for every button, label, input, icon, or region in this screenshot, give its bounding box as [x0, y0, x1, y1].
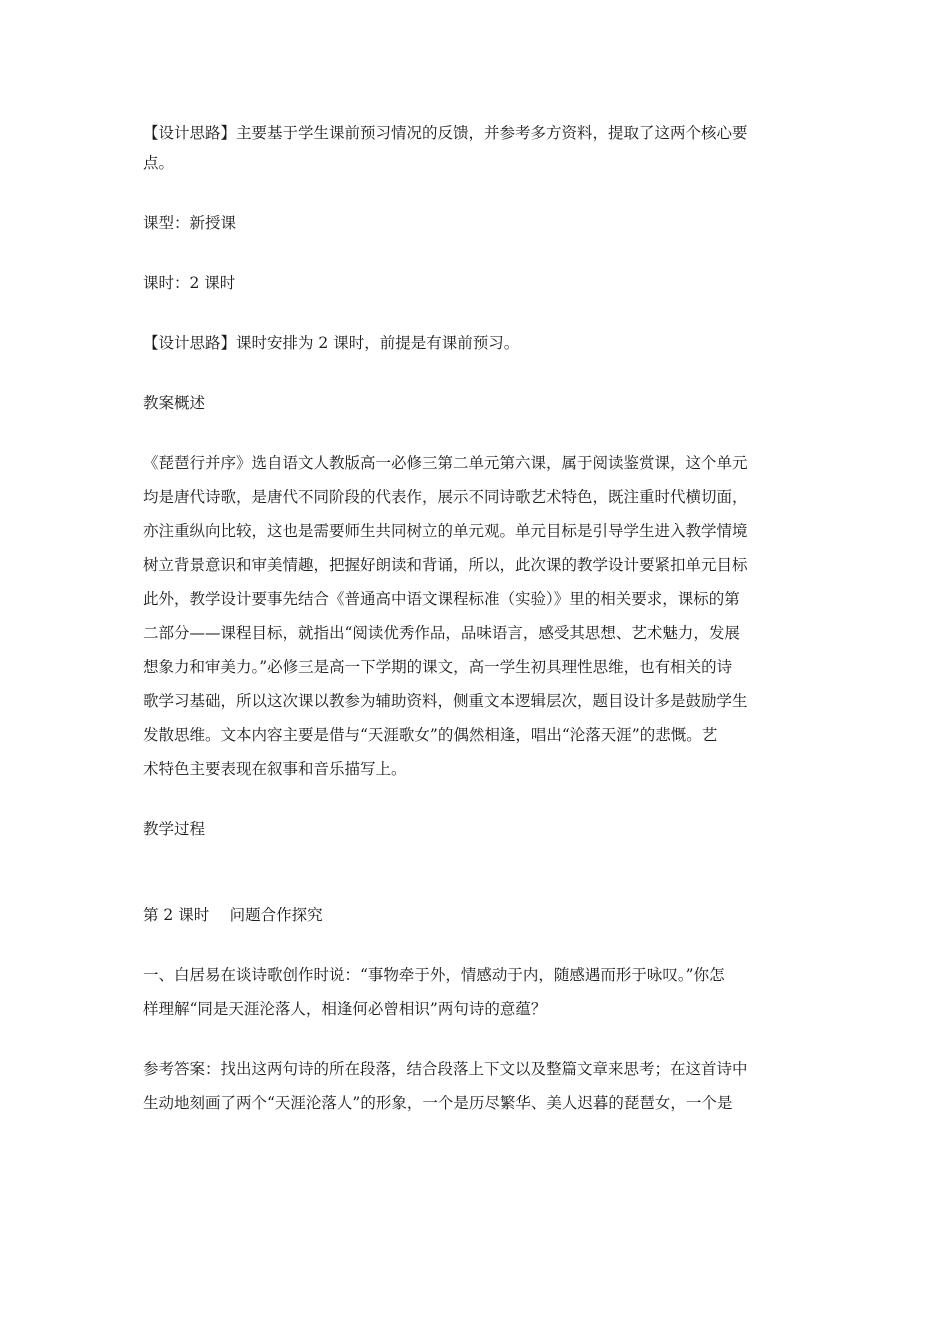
text-line: 生动地刻画了两个“天涯沦落人”的形象，一个是历尽繁华、美人迟暮的琵琶女，一个是 [143, 1094, 733, 1112]
text-line: 此外，教学设计要事先结合《普通高中语文课程标准（实验）》里的相关要求，课标的第 [143, 590, 740, 608]
text-line: 术特色主要表现在叙事和音乐描写上。 [143, 760, 407, 778]
text-line: 亦注重纵向比较，这也是需要师生共同树立的单元观。单元目标是引导学生进入教学情境 [143, 522, 748, 540]
section-heading-overview [143, 388, 809, 418]
paragraph-lesson-type [143, 208, 809, 238]
paragraph-answer-1 [143, 1054, 809, 1118]
document-body [143, 118, 809, 1118]
text-line: 《琵琶行并序》选自语文人教版高一必修三第二单元第六课，属于阅读鉴赏课，这个单元 [143, 454, 748, 472]
text-line: 均是唐代诗歌，是唐代不同阶段的代表作，展示不同诗歌艺术特色，既注重时代横切面， [143, 488, 748, 506]
heading-line: 教学过程 [143, 820, 206, 838]
paragraph-design-idea-1 [143, 118, 809, 178]
text-line: 课时：2 课时 [143, 274, 236, 292]
paragraph-design-idea-2 [143, 328, 809, 358]
section-heading-lesson-2 [143, 900, 809, 930]
text-line: 发散思维。文本内容主要是借与“天涯歌女”的偶然相逢，唱出“沦落天涯”的悲慨。艺 [143, 726, 718, 744]
text-line: 二部分——课程目标，就指出“阅读优秀作品，品味语言，感受其思想、艺术魅力，发展 [143, 624, 740, 642]
section-heading-process [143, 814, 809, 844]
text-line: 树立背景意识和审美情趣，把握好朗读和背诵，所以，此次课的教学设计要紧扣单元目标 [143, 556, 748, 574]
paragraph-question-1 [143, 960, 809, 1024]
paragraph-overview-body [143, 448, 809, 784]
heading-line: 第 2 课时 问题合作探究 [143, 906, 323, 924]
text-line: 【设计思路】课时安排为 2 课时，前提是有课前预习。 [143, 334, 520, 352]
heading-line: 教案概述 [143, 394, 206, 412]
paragraph-lesson-hours [143, 268, 809, 298]
text-line: 样理解“同是天涯沦落人，相逢何必曾相识”两句诗的意蕴？ [143, 1000, 547, 1018]
text-line: 参考答案：找出这两句诗的所在段落，结合段落上下文以及整篇文章来思考；在这首诗中 [143, 1060, 748, 1078]
text-line: 课型：新授课 [143, 214, 237, 232]
text-line: 想象力和审美力。”必修三是高一下学期的课文，高一学生初具理性思维，也有相关的诗 [143, 658, 733, 676]
text-line: 一、白居易在谈诗歌创作时说：“事物牵于外，情感动于内，随感遇而形于咏叹。”你怎 [143, 966, 725, 984]
text-line: 点。 [143, 154, 175, 172]
text-line: 歌学习基础，所以这次课以教参为辅助资料，侧重文本逻辑层次，题目设计多是鼓励学生 [143, 692, 748, 710]
text-line: 【设计思路】主要基于学生课前预习情况的反馈，并参考多方资料，提取了这两个核心要 [143, 124, 748, 142]
